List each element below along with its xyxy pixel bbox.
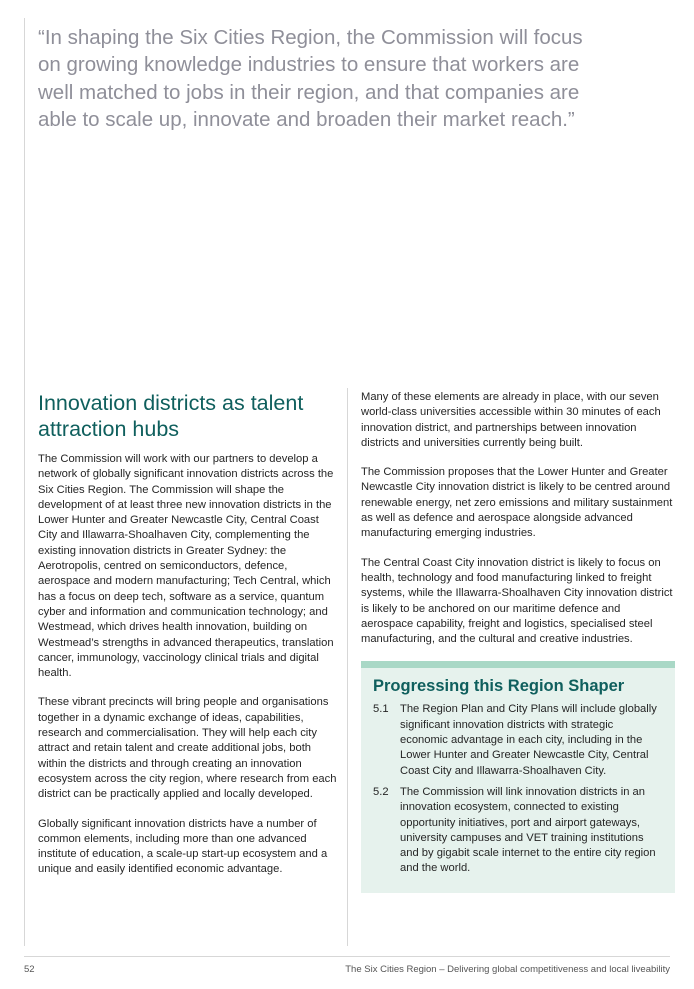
item-number: 5.2 xyxy=(373,785,389,798)
running-title: The Six Cities Region – Delivering global competitiveness and local liveability xyxy=(345,964,670,975)
region-shaper-title: Progressing this Region Shaper xyxy=(373,677,625,696)
column-divider xyxy=(347,388,348,946)
body-paragraph: Globally significant innovation districts have a number of common elements, including more than one advanced institute of education, a scale-up start-up ecosystem and a unique and easily identified economic advantage. xyxy=(38,817,328,876)
left-column xyxy=(38,390,338,892)
body-paragraph: The Commission proposes that the Lower Hunter and Greater Newcastle City innovation district is likely to be centred around renewable energy, net zero emissions and military sustainment as well as defence and aerospace alongside advanced manufacturing emerging industries. xyxy=(361,466,673,540)
region-shaper-box xyxy=(361,661,675,892)
pull-quote: “In shaping the Six Cities Region, the Commission will focus on growing knowledge industries to ensure that workers are well matched to jobs in their region, and that companies are able to scale up, innovate and broaden their market reach.” xyxy=(38,26,583,132)
page-number: 52 xyxy=(24,964,35,975)
item-number: 5.1 xyxy=(373,703,389,716)
region-shaper-item xyxy=(373,702,663,778)
body-paragraph: The Commission will work with our partners to develop a network of globally significant innovation districts across the Six Cities Region. The Commission will shape the development of at least three new innovation districts in the Lower Hunter and Greater Newcastle City, Central Coast City and Illawarra-Shoalhaven City, complementing the existing innovation districts in Greater Sydney: the Aerotropolis, centred on semiconductors, defence, aerospace and modern manufacturing; Tech Central, which has a focus on deep tech, software as a service, quantum cyber and information and communication technology; and Westmead, which drives health innovation, building on Westmead’s strengths in advanced therapeutics, translation cancer, immunology, vaccinology clinical trials and digital health. xyxy=(38,453,334,680)
region-shaper-item xyxy=(373,785,663,877)
left-margin-rule xyxy=(24,18,25,946)
item-text: The Commission will link innovation districts in an innovation ecosystem, connected to existing opportunity initiatives, port and airport gateways, university campuses and VET training institutions and by gigabit scale internet to the entire city region and the world. xyxy=(400,785,656,875)
footer-rule xyxy=(24,956,670,957)
body-paragraph: The Central Coast City innovation district is likely to focus on health, technology and food manufacturing linked to freight systems, while the Illawarra-Shoalhaven City innovation district is likely to be anchored on our maritime defence and aerospace capability, freight and logistics, specialised steel manufacturing, and the cultural and creative industries. xyxy=(361,556,673,646)
right-column xyxy=(361,390,675,893)
item-text: The Region Plan and City Plans will include globally significant innovation districts with strategic economic advantage in each city, including in the Lower Hunter and Greater Newcastle City, Central Coast City and Illawarra-Shoalhaven City. xyxy=(400,703,657,777)
section-heading: Innovation districts as talent attraction hubs xyxy=(38,391,304,441)
body-paragraph: Many of these elements are already in place, with our seven world-class universities accessible within 30 minutes of each innovation district, and partnerships between innovation districts and universities currently being built. xyxy=(361,391,661,449)
body-paragraph: These vibrant precincts will bring people and organisations together in a dynamic exchange of ideas, capabilities, research and commercialisation. They will help each city attract and retain talent and create additional jobs, both within the districts and through creating an innovation ecosystem across the city region, where research from each district can be practically applied and locally developed. xyxy=(38,696,337,801)
